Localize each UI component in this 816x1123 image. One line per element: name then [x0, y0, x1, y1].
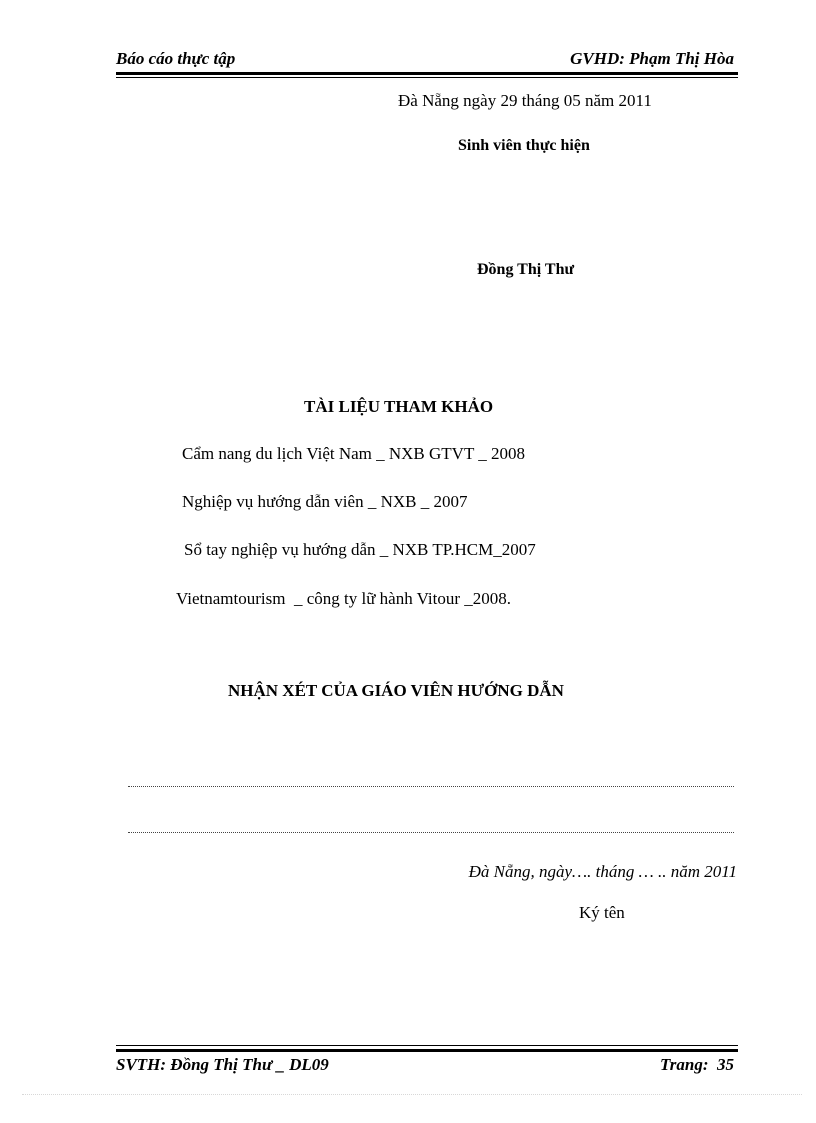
header-rule [116, 72, 738, 75]
review-title: NHẬN XÉT CỦA GIÁO VIÊN HƯỚNG DẪN [228, 681, 564, 700]
reference-item-2: Nghiệp vụ hướng dẫn viên _ NXB _ 2007 [182, 492, 468, 511]
references-title: TÀI LIỆU THAM KHẢO [304, 397, 494, 416]
footer-left-text: SVTH: Đồng Thị Thư _ DL09 [116, 1055, 329, 1074]
reference-item-1: Cẩm nang du lịch Việt Nam _ NXB GTVT _ 2008 [182, 444, 526, 463]
reference-item-3: Sổ tay nghiệp vụ hướng dẫn _ NXB TP.HCM_2007 [184, 540, 536, 559]
header-left-text: Báo cáo thực tập [116, 49, 236, 68]
comment-dotted-line-1 [128, 786, 734, 787]
reference-item-4: Vietnamtourism _ công ty lữ hành Vitour _2008. [176, 589, 512, 608]
footer-rule-thin [116, 1045, 738, 1046]
footer-page-number: Trang: 35 [660, 1055, 734, 1074]
student-role-label: Sinh viên thực hiện [458, 137, 590, 154]
student-date-line: Đà Nẵng ngày 29 tháng 05 năm 2011 [398, 91, 652, 110]
sign-label: Ký tên [579, 903, 625, 922]
student-name: Đồng Thị Thư [477, 261, 575, 278]
page-edge [22, 1094, 802, 1095]
comment-dotted-line-2 [128, 832, 734, 833]
footer-rule [116, 1049, 738, 1052]
header-rule-thin [116, 77, 738, 78]
review-date-line: Đà Nẵng, ngày…. tháng … .. năm 2011 [468, 862, 737, 881]
header-right-text: GVHD: Phạm Thị Hòa [570, 49, 734, 68]
